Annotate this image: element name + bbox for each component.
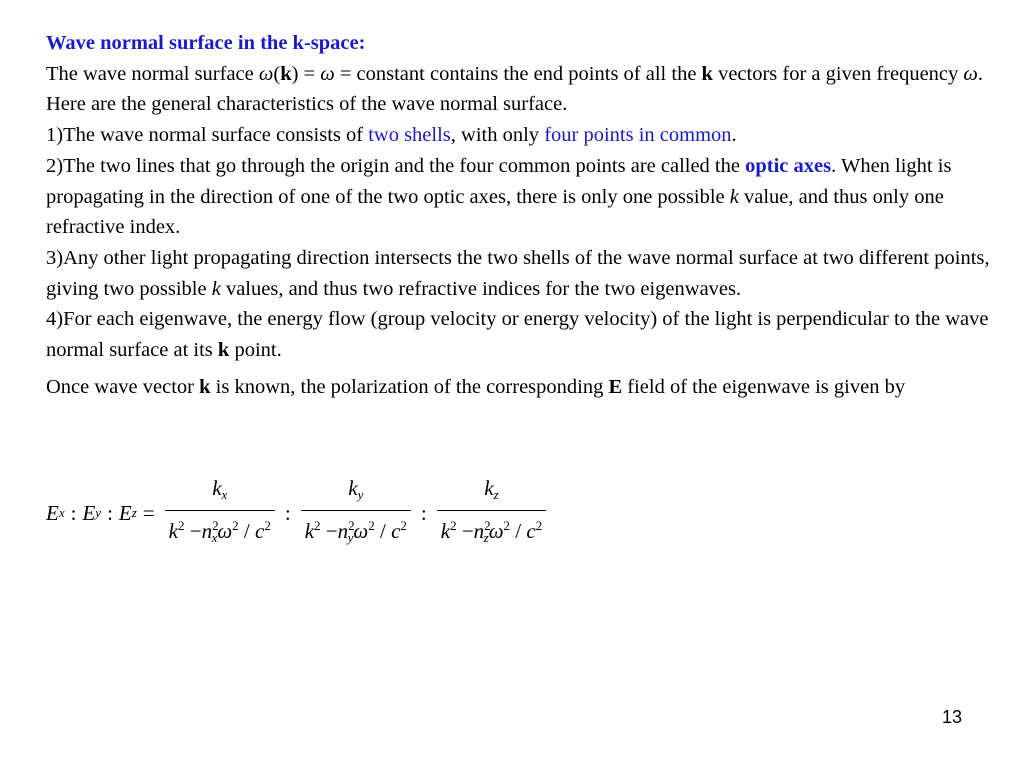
subscript-x: x bbox=[211, 530, 218, 545]
k-vector-symbol: k bbox=[217, 339, 230, 362]
k-symbol: k bbox=[304, 519, 315, 543]
ratio-colon: : bbox=[107, 500, 113, 525]
intro-text: ( bbox=[273, 62, 281, 85]
ratio-colon: : bbox=[70, 500, 77, 525]
list-item-1 bbox=[46, 120, 996, 151]
intro-text: = constant contains the end points of all the bbox=[334, 62, 702, 85]
item-text: . bbox=[731, 124, 737, 147]
exponent-2: 2 bbox=[212, 518, 219, 533]
subscript-x: x bbox=[58, 505, 65, 520]
item-text: point. bbox=[229, 339, 282, 362]
item-text: 3)Any other light propagating direction intersects the two shells of the wave normal surface at two different points, giving two possible bbox=[46, 246, 990, 300]
minus-sign: − bbox=[461, 519, 474, 543]
n-symbol: n bbox=[473, 519, 485, 543]
exponent-2: 2 bbox=[400, 518, 407, 533]
subscript-z: z bbox=[493, 487, 499, 502]
subscript-y: y bbox=[95, 505, 102, 520]
c-symbol: c bbox=[391, 519, 401, 543]
fraction-denominator bbox=[165, 511, 275, 551]
slide-body bbox=[46, 28, 996, 402]
slash: / bbox=[379, 519, 386, 543]
list-item-4 bbox=[46, 304, 996, 365]
intro-text: . Here are the general characteristics of the wave normal surface. bbox=[46, 62, 984, 116]
subscript-x: x bbox=[221, 487, 228, 502]
exponent-2: 2 bbox=[314, 518, 321, 533]
n-symbol: n bbox=[337, 519, 349, 543]
k-symbol: k bbox=[168, 519, 178, 543]
fraction-numerator bbox=[340, 475, 371, 510]
ratio-colon: : bbox=[284, 500, 291, 525]
fraction-numerator bbox=[476, 475, 506, 510]
omega-symbol: ω bbox=[488, 519, 504, 543]
minus-sign: − bbox=[189, 519, 202, 543]
highlight-four-points: four points in common bbox=[544, 124, 732, 147]
ratio-colon: : bbox=[420, 500, 427, 525]
intro-text: vectors for a given frequency bbox=[712, 62, 964, 85]
exponent-2: 2 bbox=[450, 518, 457, 533]
n-symbol: n bbox=[201, 519, 213, 543]
subscript-y: y bbox=[357, 487, 364, 502]
k-symbol: k bbox=[211, 277, 221, 300]
intro-text: ) = bbox=[291, 62, 321, 85]
item-text: . When light is propagating in the direction of one of the two optic axes, there is only one possible bbox=[46, 154, 952, 208]
k-vector-symbol: k bbox=[280, 62, 292, 85]
exponent-2: 2 bbox=[264, 518, 271, 533]
exponent-2: 2 bbox=[232, 518, 239, 533]
omega-symbol: ω bbox=[963, 62, 978, 85]
item-text: values, and thus two refractive indices for the two eigenwaves. bbox=[220, 277, 742, 300]
fraction-z bbox=[437, 475, 546, 551]
exponent-2: 2 bbox=[535, 518, 543, 533]
list-item-3 bbox=[46, 243, 996, 304]
subscript-y: y bbox=[347, 530, 354, 545]
k-symbol: k bbox=[212, 476, 222, 500]
fraction-denominator bbox=[437, 511, 546, 551]
item-text: 4)For each eigenwave, the energy flow (group velocity or energy velocity) of the light is perpendicular to the wave normal surface at its bbox=[46, 308, 989, 362]
intro-paragraph bbox=[46, 59, 996, 120]
slash: / bbox=[515, 519, 522, 543]
e-symbol: E bbox=[82, 500, 96, 525]
k-symbol: k bbox=[348, 476, 358, 500]
item-text: , with only bbox=[450, 124, 545, 147]
fraction-denominator bbox=[301, 511, 411, 551]
outro-text: Once wave vector bbox=[46, 375, 200, 398]
item-text: value, and thus only one refractive index. bbox=[46, 185, 944, 239]
exponent-2: 2 bbox=[503, 518, 511, 533]
k-vector-symbol: k bbox=[199, 375, 211, 398]
polarization-formula bbox=[46, 478, 666, 548]
outro-text: field of the eigenwave is given by bbox=[622, 375, 906, 398]
k-symbol: k bbox=[729, 185, 739, 208]
exponent-2: 2 bbox=[484, 518, 491, 533]
k-symbol: k bbox=[440, 519, 451, 543]
subscript-z: z bbox=[483, 530, 489, 545]
exponent-2: 2 bbox=[177, 518, 185, 533]
minus-sign: − bbox=[325, 519, 338, 543]
slide-title: Wave normal surface in the k-space: bbox=[46, 32, 366, 54]
c-symbol: c bbox=[255, 519, 265, 543]
k-symbol: k bbox=[484, 476, 494, 500]
omega-symbol: ω bbox=[258, 62, 274, 85]
slash: / bbox=[243, 519, 250, 543]
exponent-2: 2 bbox=[348, 518, 355, 533]
subscript-z: z bbox=[131, 505, 137, 520]
outro-paragraph bbox=[46, 372, 996, 403]
fraction-y bbox=[301, 475, 411, 551]
k-vector-symbol: k bbox=[701, 62, 713, 85]
item-text: 1)The wave normal surface consists of bbox=[46, 124, 369, 147]
list-item-2 bbox=[46, 151, 996, 243]
e-symbol: E bbox=[46, 500, 59, 525]
item-text: 2)The two lines that go through the origin and the four common points are called the bbox=[46, 154, 746, 177]
page-number: 13 bbox=[941, 707, 962, 727]
e-field-symbol: E bbox=[608, 375, 623, 398]
exponent-2: 2 bbox=[368, 518, 375, 533]
c-symbol: c bbox=[526, 519, 536, 543]
highlight-optic-axes: optic axes bbox=[745, 154, 832, 177]
highlight-two-shells: two shells bbox=[368, 124, 451, 147]
fraction-x bbox=[165, 475, 275, 551]
e-symbol: E bbox=[118, 500, 132, 525]
omega-symbol: ω bbox=[217, 519, 233, 543]
fraction-numerator bbox=[204, 475, 235, 510]
omega-symbol: ω bbox=[320, 62, 335, 85]
intro-text: The wave normal surface bbox=[46, 62, 259, 85]
equals-sign: = bbox=[142, 500, 155, 525]
omega-symbol: ω bbox=[353, 519, 369, 543]
outro-text: is known, the polarization of the corresponding bbox=[210, 375, 609, 398]
